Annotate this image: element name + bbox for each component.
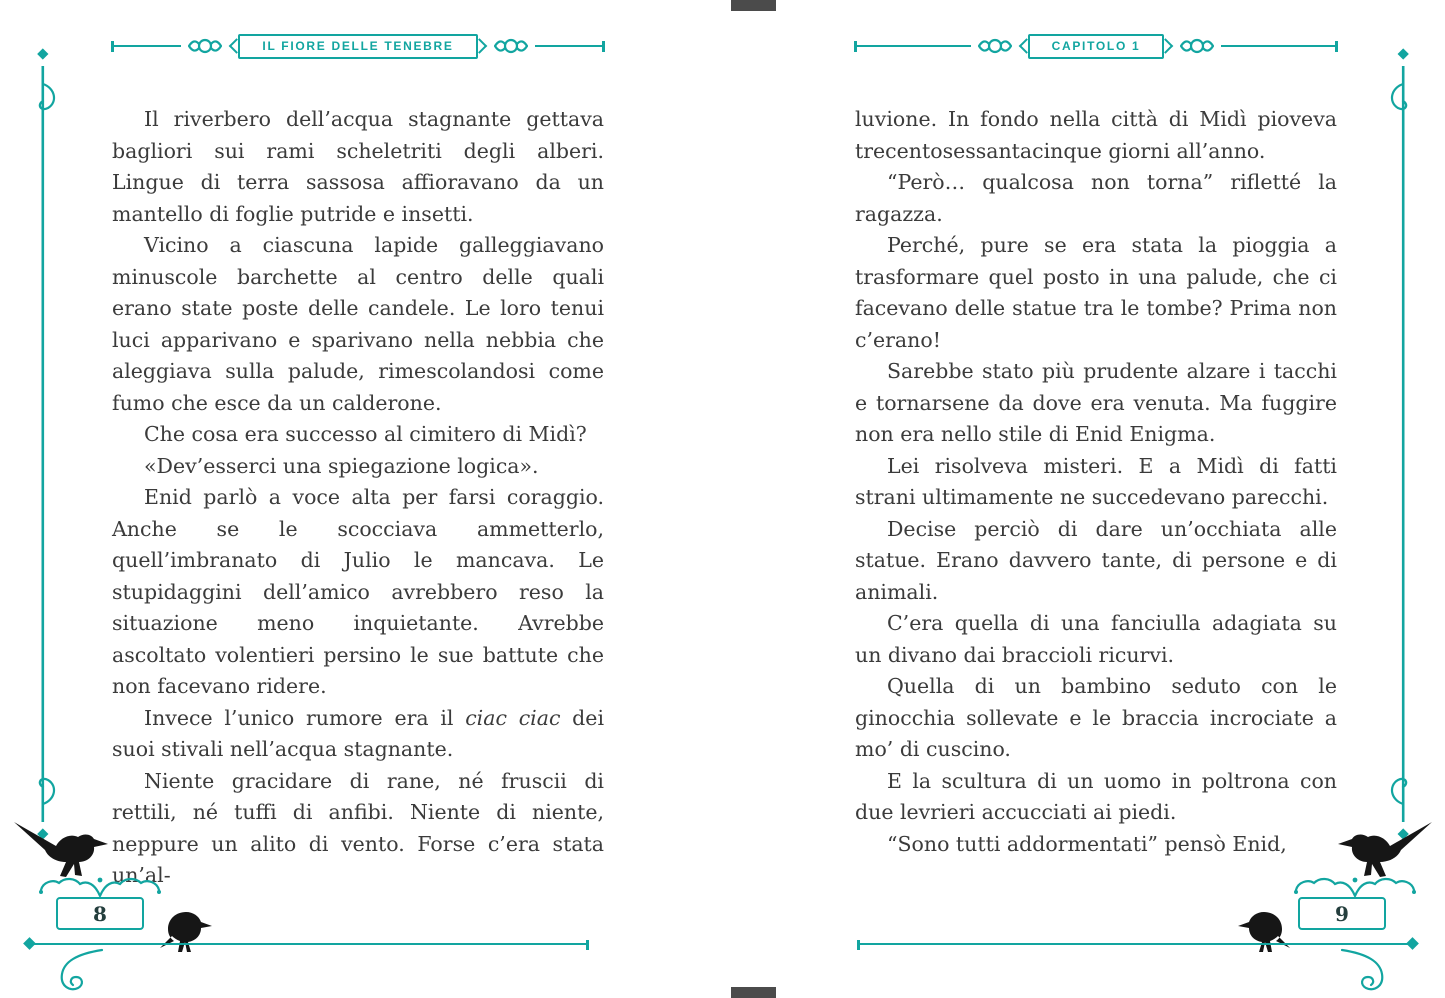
paragraph: “Sono tutti addormentati” pensò Enid, bbox=[887, 831, 1287, 856]
page-number-label: 9 bbox=[1335, 901, 1349, 926]
paragraph: Enid parlò a voce alta per farsi coraggio. Anche se le scocciava ammetterlo, quell’imbranato di Julio le mancava. Le stupidaggini dell’amico avrebbero reso la situazione meno inquietante. Avrebbe ascoltato volentieri persino le sue battute che non facevano ridere. bbox=[112, 485, 604, 698]
paragraph: Vicino a ciascuna lapide galleggiavano minuscole barchette al centro delle quali erano state poste delle candele. Le loro tenui luci apparivano e sparivano nella nebbia che aleggiava sulla palude, rimescolandosi come fumo che esce da un calderone. bbox=[112, 233, 604, 415]
flourish-icon bbox=[1290, 874, 1420, 898]
header-ornament-icon bbox=[1180, 35, 1214, 57]
page-header bbox=[112, 33, 604, 59]
paragraph: Perché, pure se era stata la pioggia a trasformare quel posto in una palude, che ci facevano delle statue tra le tombe? Prima non c’erano! bbox=[855, 233, 1337, 352]
scroll-flourish-icon bbox=[1338, 948, 1398, 998]
paragraph: Lei risolveva misteri. E a Midì di fatti strani ultimamente ne succedevano parecchi. bbox=[855, 453, 1337, 509]
page-header bbox=[855, 33, 1337, 59]
footer-rule bbox=[858, 943, 1414, 945]
right-page bbox=[722, 0, 1445, 998]
paragraph: “Però… qualcosa non torna” rifletté la ragazza. bbox=[855, 170, 1337, 226]
crow-icon bbox=[1236, 908, 1292, 954]
body-text bbox=[112, 104, 604, 892]
paragraph: Sarebbe stato più prudente alzare i tacchi e tornarsene da dove era venuta. Ma fuggire non era nello stile di Enid Enigma. bbox=[855, 359, 1337, 446]
magpie-icon bbox=[12, 820, 112, 882]
header-title: CAPITOLO 1 bbox=[1051, 38, 1141, 53]
header-rule bbox=[1221, 45, 1337, 47]
page-number bbox=[56, 897, 144, 930]
paragraph: Quella di un bambino seduto con le ginocchia sollevate e le braccia incrociate a mo’ di cuscino. bbox=[855, 674, 1337, 761]
header-rule bbox=[855, 45, 971, 47]
crow-icon bbox=[158, 908, 214, 954]
header-ornament-icon bbox=[188, 35, 222, 57]
page-number-label: 8 bbox=[93, 901, 107, 926]
paragraph: luvione. In fondo nella città di Midì pioveva trecentosessantacinque giorni all’anno. bbox=[855, 107, 1337, 163]
header-ornament-icon bbox=[978, 35, 1012, 57]
footer-rule bbox=[28, 943, 588, 945]
flourish-icon bbox=[35, 874, 165, 898]
paragraph: E la scultura di un uomo in poltrona con due levrieri accucciati ai piedi. bbox=[855, 768, 1337, 824]
header-rule bbox=[535, 45, 604, 47]
page-number bbox=[1298, 897, 1386, 930]
side-border-decoration bbox=[34, 48, 62, 840]
header-rule bbox=[112, 45, 181, 47]
header-title: IL FIORE DELLE TENEBRE bbox=[262, 38, 454, 53]
paragraph: Il riverbero dell’acqua stagnante gettava bagliori sui rami scheletriti degli alberi. Lingue di terra sassosa affioravano da un mantello di foglie putride e insetti. bbox=[112, 107, 604, 226]
header-banner bbox=[238, 34, 477, 59]
header-ornament-icon bbox=[494, 35, 528, 57]
header-banner bbox=[1028, 34, 1165, 59]
body-text bbox=[855, 104, 1337, 860]
paragraph: «Dev’esserci una spiegazione logica». bbox=[144, 453, 539, 478]
scroll-flourish-icon bbox=[46, 948, 106, 998]
paragraph: Che cosa era successo al cimitero di Midì? bbox=[144, 422, 587, 446]
paragraph: Decise perciò di dare un’occhiata alle statue. Erano davvero tante, di persone e di animali. bbox=[855, 516, 1337, 604]
magpie-icon bbox=[1334, 820, 1434, 882]
paragraph: C’era quella di una fanciulla adagiata su un divano dai braccioli ricurvi. bbox=[855, 611, 1337, 667]
paragraph: Invece l’unico rumore era il ciac ciac dei suoi stivali nell’acqua stagnante. bbox=[112, 705, 604, 761]
side-border-decoration bbox=[1384, 48, 1412, 840]
left-page bbox=[0, 0, 722, 998]
paragraph: Niente gracidare di rane, né fruscii di rettili, né tuffi di anfibi. Niente di niente, neppure un alito di vento. Forse c’era stata un’al- bbox=[112, 768, 604, 887]
